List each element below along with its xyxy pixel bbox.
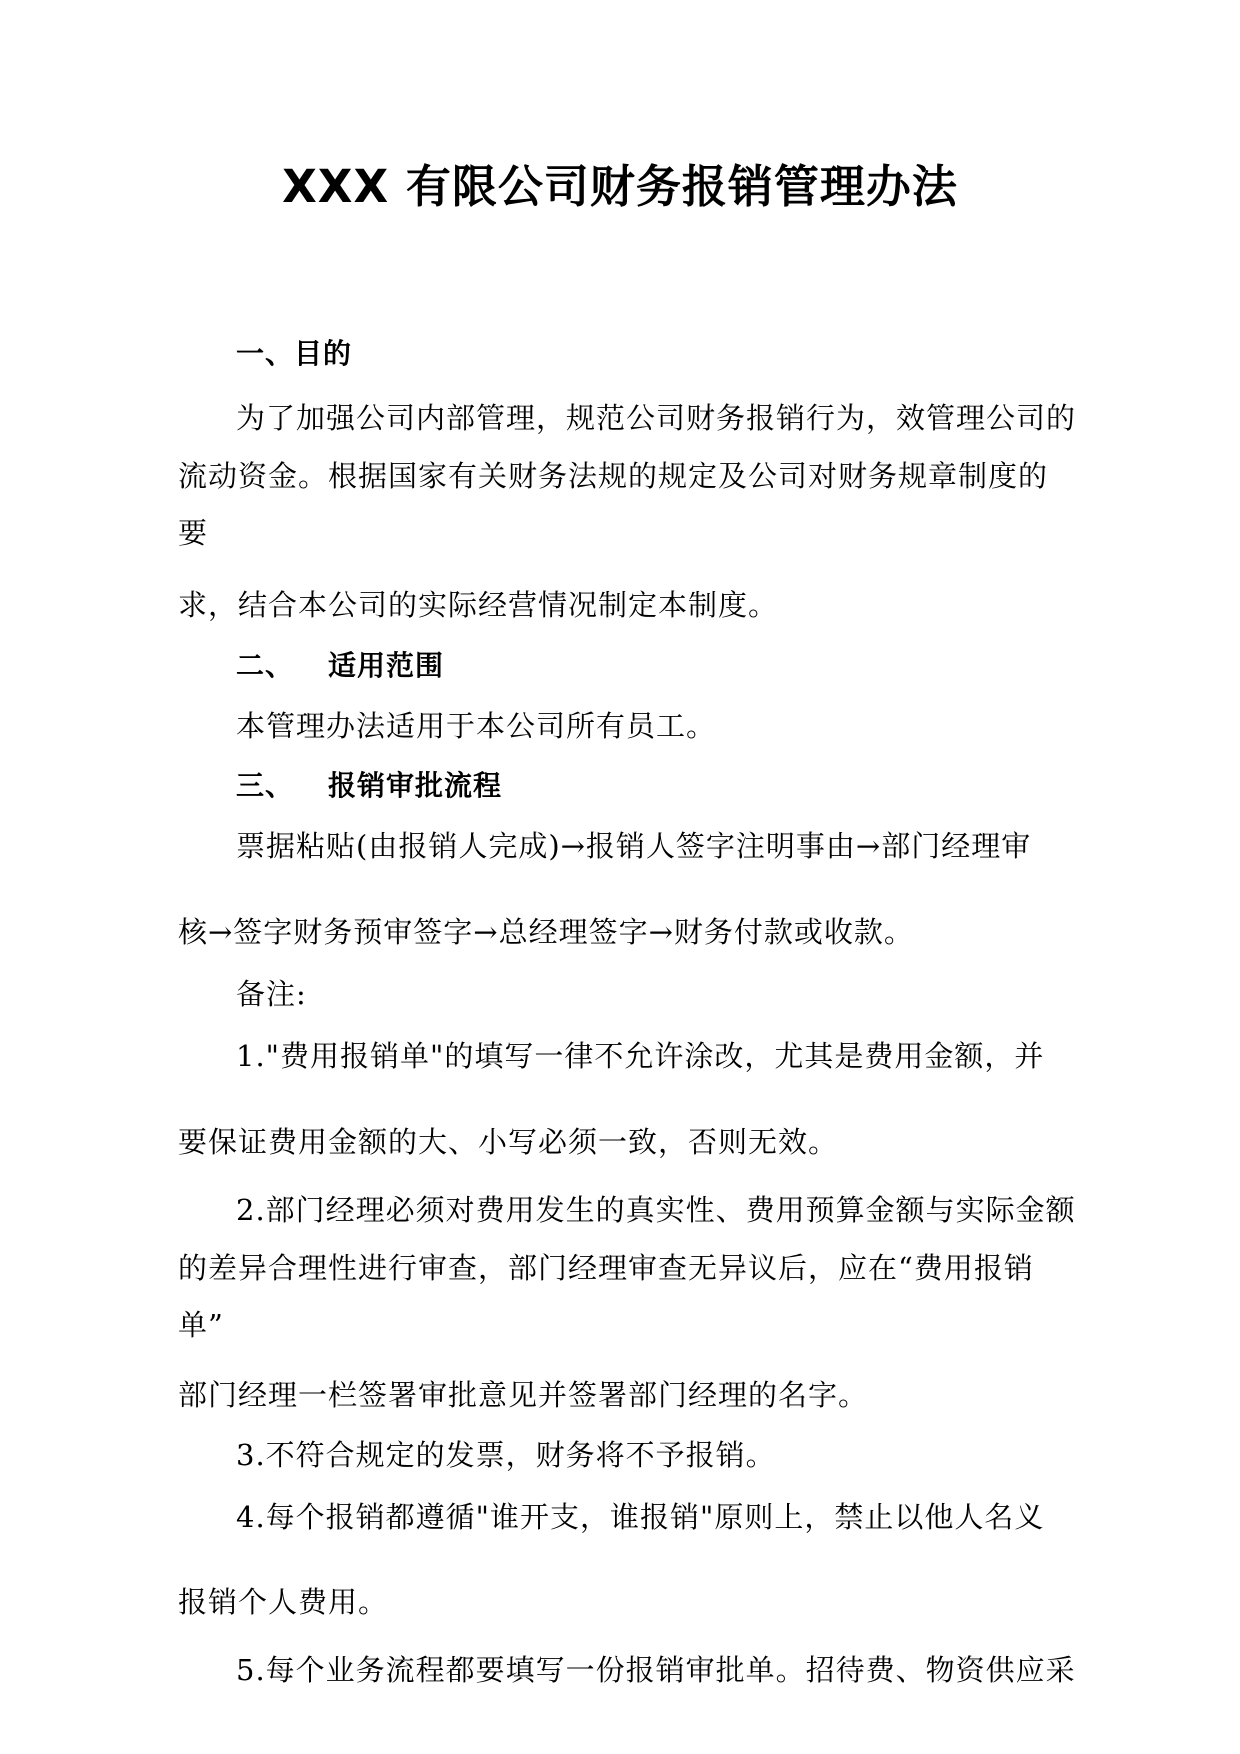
note-label: 备注: bbox=[236, 977, 307, 1011]
note-item-line: 要保证费用金额的大、小写必须一致，否则无效。 bbox=[178, 1125, 839, 1159]
section-label: 目的 bbox=[294, 337, 353, 370]
section-heading-process bbox=[236, 766, 502, 806]
section-number: 三、 bbox=[236, 769, 295, 802]
note-item-line: 3.不符合规定的发票，财务将不予报销。 bbox=[236, 1438, 776, 1472]
paragraph-line: 求，结合本公司的实际经营情况制定本制度。 bbox=[178, 588, 779, 622]
paragraph-line: 要 bbox=[178, 516, 209, 550]
paragraph-line: 为了加强公司内部管理，规范公司财务报销行为，效管理公司的 bbox=[236, 401, 1077, 435]
section-label: 适用范围 bbox=[328, 649, 445, 682]
note-item-line: 部门经理一栏签署审批意见并签署部门经理的名字。 bbox=[178, 1378, 869, 1412]
paragraph-line: 票据粘贴(由报销人完成)→报销人签字注明事由→部门经理审 bbox=[236, 829, 1032, 863]
note-item-line: 的差异合理性进行审查，部门经理审查无异议后，应在“费用报销 bbox=[178, 1251, 1034, 1285]
section-label: 报销审批流程 bbox=[328, 769, 503, 802]
note-item-line: 单” bbox=[178, 1308, 224, 1342]
note-item-line: 2.部门经理必须对费用发生的真实性、费用预算金额与实际金额 bbox=[236, 1193, 1076, 1227]
section-number: 二、 bbox=[236, 649, 295, 682]
section-heading-purpose bbox=[236, 334, 352, 374]
note-item-line: 1."费用报销单"的填写一律不允许涂改，尤其是费用金额，并 bbox=[236, 1039, 1045, 1073]
paragraph-line: 流动资金。根据国家有关财务法规的规定及公司对财务规章制度的 bbox=[178, 459, 1049, 493]
note-item-line: 4.每个报销都遵循"谁开支，谁报销"原则上，禁止以他人名义 bbox=[236, 1500, 1045, 1534]
note-item-line: 5.每个业务流程都要填写一份报销审批单。招待费、物资供应采 bbox=[236, 1653, 1076, 1687]
section-heading-scope bbox=[236, 646, 444, 686]
document-title: XXX 有限公司财务报销管理办法 bbox=[282, 160, 958, 213]
paragraph-line: 本管理办法适用于本公司所有员工。 bbox=[236, 709, 717, 743]
paragraph-line: 核→签字财务预审签字→总经理签字→财务付款或收款。 bbox=[178, 915, 914, 949]
section-number: 一、 bbox=[236, 337, 295, 370]
note-item-line: 报销个人费用。 bbox=[178, 1585, 389, 1619]
